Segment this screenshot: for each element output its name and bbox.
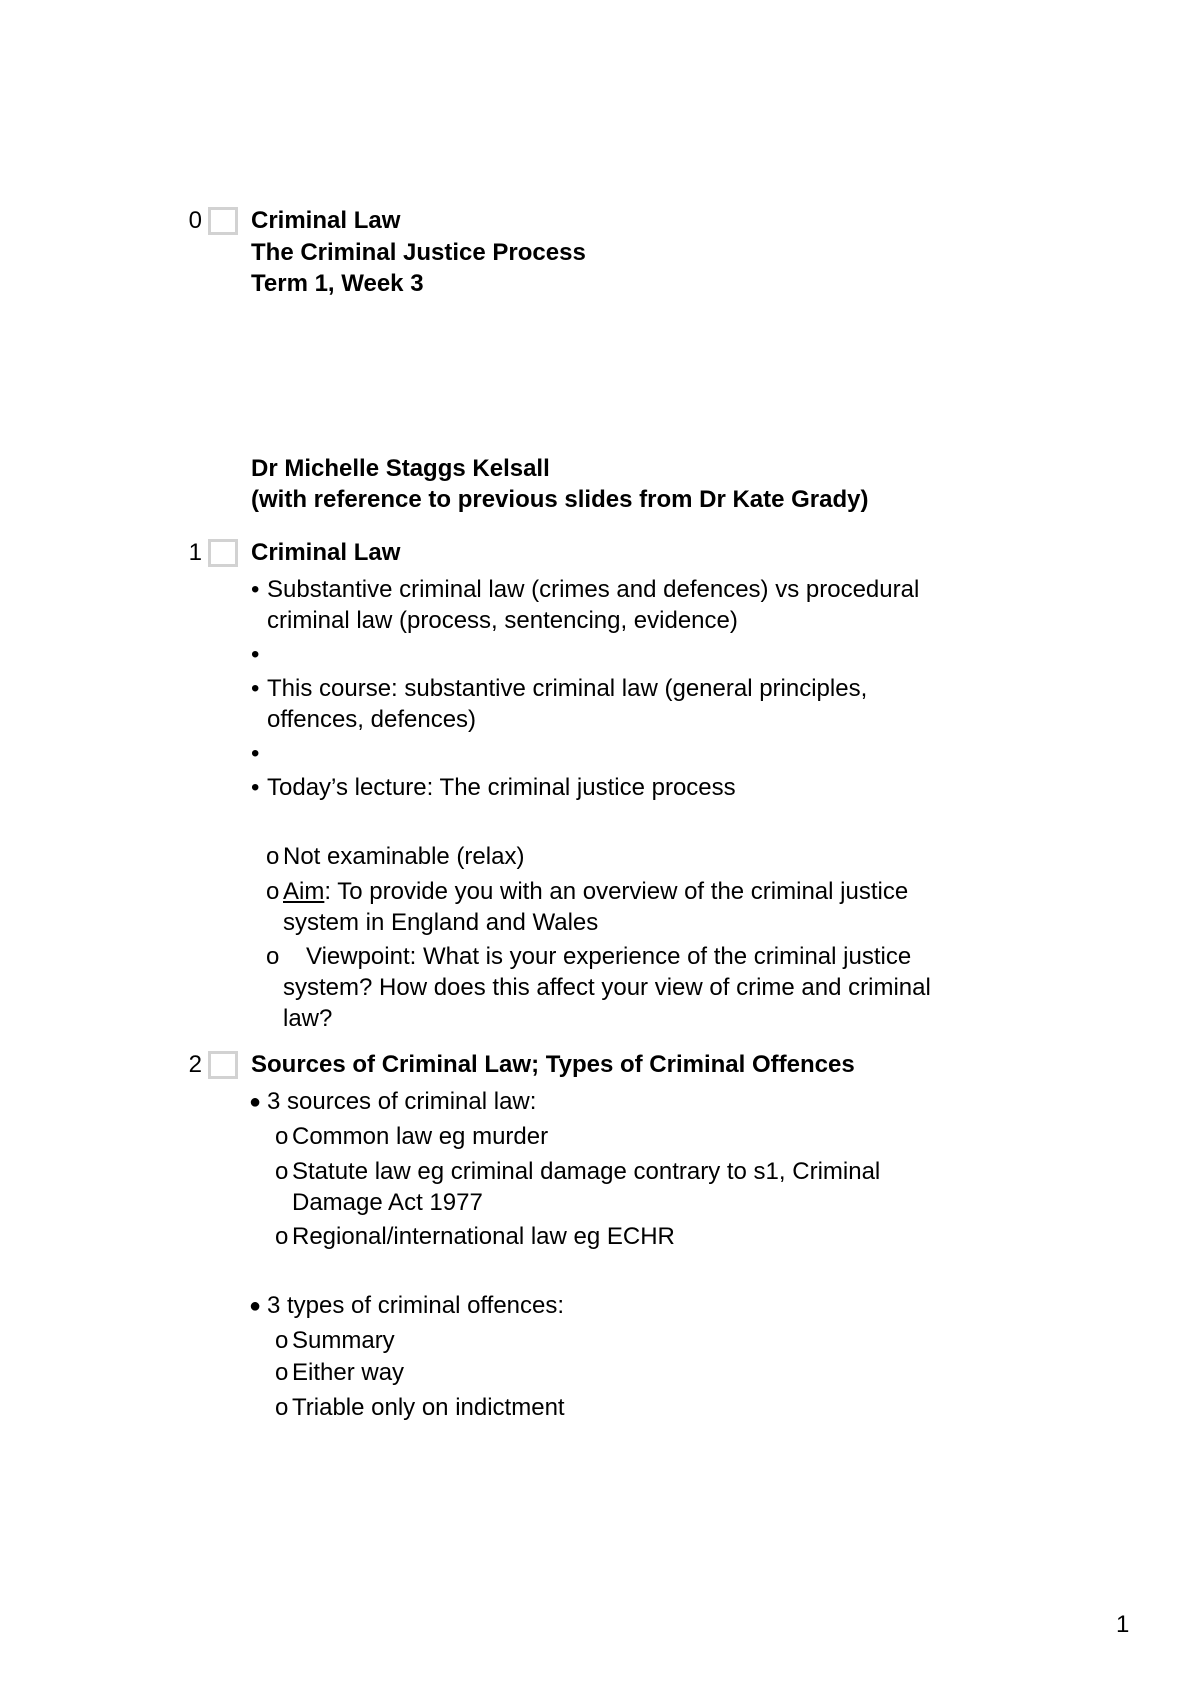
bullet-text: criminal law (process, sentencing, evidence) xyxy=(267,607,738,634)
sub-bullet-marker: o xyxy=(275,1359,289,1386)
sub-bullet-text: Common law eg murder xyxy=(292,1123,549,1150)
bullet-marker: • xyxy=(251,641,260,668)
bullet-text: Substantive criminal law (crimes and defences) vs procedural xyxy=(267,576,920,603)
slide-thumbnail-placeholder xyxy=(208,1051,238,1079)
sub-bullet-marker: o xyxy=(275,1158,289,1185)
bullet-text: offences, defences) xyxy=(267,706,477,733)
sub-bullet-text: system in England and Wales xyxy=(283,909,599,936)
sub-bullet-marker: o xyxy=(266,878,280,905)
page-number: 1 xyxy=(1116,1611,1130,1638)
bullet-marker: ● xyxy=(249,1091,262,1113)
slide-title: Criminal Law xyxy=(251,539,401,566)
reference-note: (with reference to previous slides from Dr Kate Grady) xyxy=(251,486,869,513)
bullet-marker: ● xyxy=(249,1295,262,1317)
sub-bullet-text: Either way xyxy=(292,1359,405,1386)
slide-thumbnail-placeholder xyxy=(208,207,238,235)
sub-bullet-text: Triable only on indictment xyxy=(292,1394,565,1421)
sub-bullet-text: Summary xyxy=(292,1327,395,1354)
bullet-text: Today’s lecture: The criminal justice process xyxy=(267,774,736,801)
bullet-text: 3 sources of criminal law: xyxy=(267,1088,537,1115)
sub-bullet-text: Statute law eg criminal damage contrary to s1, Criminal xyxy=(292,1158,881,1185)
aim-text: : To provide you with an overview of the criminal justice xyxy=(324,878,909,905)
sub-bullet-text: Viewpoint: What is your experience of the criminal justice xyxy=(306,943,912,970)
author: Dr Michelle Staggs Kelsall xyxy=(251,455,550,482)
slide-number: 1 xyxy=(188,539,202,566)
sub-bullet-text: system? How does this affect your view of crime and criminal xyxy=(283,974,931,1001)
bullet-marker: • xyxy=(251,774,260,801)
sub-bullet-marker: o xyxy=(266,843,280,870)
bullet-marker: • xyxy=(251,740,260,767)
sub-bullet-marker: o xyxy=(275,1123,289,1150)
slide-title: Criminal Law xyxy=(251,207,401,234)
sub-bullet-text: law? xyxy=(283,1005,333,1032)
slide-number: 2 xyxy=(188,1051,202,1078)
sub-bullet-marker: o xyxy=(266,943,280,970)
slide-subtitle: The Criminal Justice Process xyxy=(251,239,586,266)
sub-bullet-marker: o xyxy=(275,1394,289,1421)
bullet-marker: • xyxy=(251,675,260,702)
slide-number: 0 xyxy=(188,207,202,234)
slide-title: Sources of Criminal Law; Types of Criminal Offences xyxy=(251,1051,855,1078)
sub-bullet-marker: o xyxy=(275,1327,289,1354)
sub-bullet-text xyxy=(283,878,908,906)
bullet-text: This course: substantive criminal law (general principles, xyxy=(267,675,868,702)
sub-bullet-text: Regional/international law eg ECHR xyxy=(292,1223,675,1250)
sub-bullet-marker: o xyxy=(275,1223,289,1250)
term-week: Term 1, Week 3 xyxy=(251,270,424,297)
slide-thumbnail-placeholder xyxy=(208,539,238,567)
bullet-marker: • xyxy=(251,576,260,603)
bullet-text: 3 types of criminal offences: xyxy=(267,1292,565,1319)
aim-label: Aim xyxy=(283,878,325,905)
sub-bullet-text: Damage Act 1977 xyxy=(292,1189,483,1216)
sub-bullet-text: Not examinable (relax) xyxy=(283,843,525,870)
